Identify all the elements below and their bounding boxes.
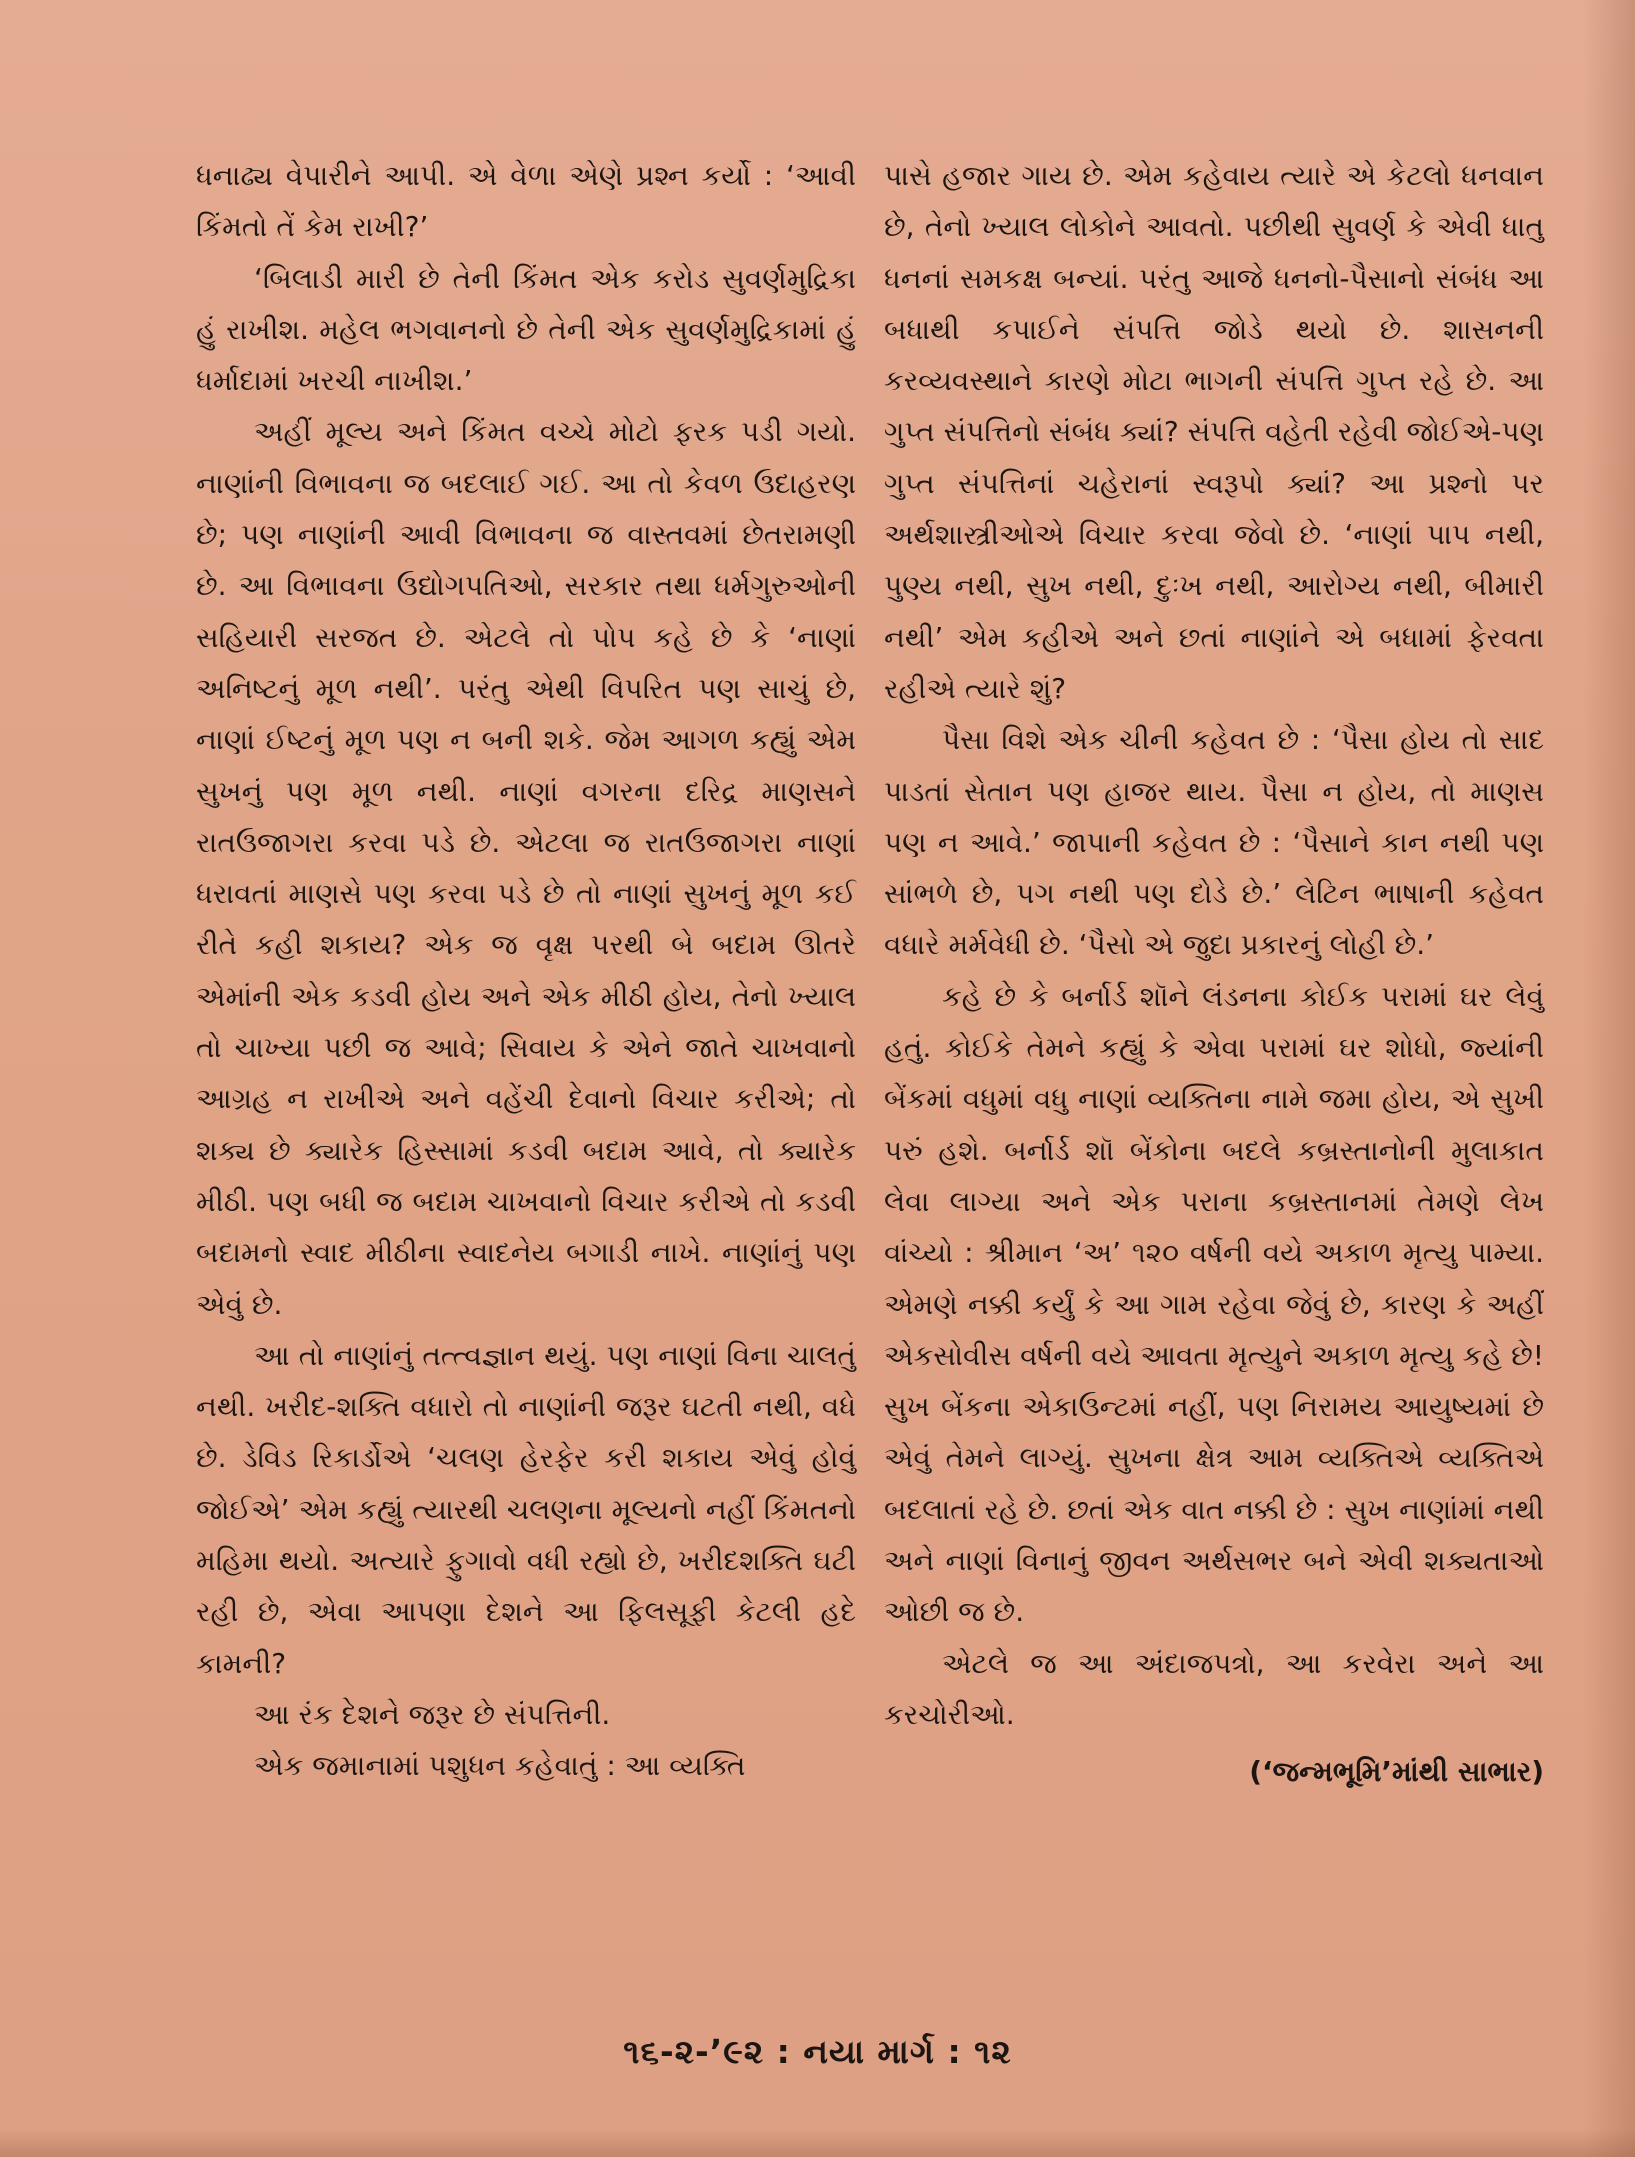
paragraph: અહીં મૂલ્ય અને કિંમત વચ્ચે મોટો ફરક પડી ગયો. નાણાંની વિભાવના જ બદલાઈ ગઈ. આ તો કેવળ ઉદાહરણ છે; પણ નાણાંની આવી વિભાવના જ વાસ્તવમાં છેતરામણી છે. આ વિભાવના ઉદ્યોગપતિઓ, સરકાર તથા ધર્મગુરુઓની સહિયારી સરજત છે. એટલે તો પોપ કહે છે કે ‘નાણાં અનિષ્ટનું મૂળ નથી’. પરંતુ એથી વિપરિત પણ સાચું છે, નાણાં ઈષ્ટનું મૂળ પણ ન બની શકે. જેમ આગળ કહ્યું એમ સુખનું પણ મૂળ નથી. નાણાં વગરના દરિદ્ર માણસને રાતઉજાગરા કરવા પડે છે. એટલા જ રાતઉજાગરા નાણાં ધરાવતાં માણસે પણ કરવા પડે છે તો નાણાં સુખનું મૂળ કઈ રીતે કહી શકાય? એક જ વૃક્ષ પરથી બે બદામ ઊતરે એમાંની એક કડવી હોય અને એક મીઠી હોય, તેનો ખ્યાલ તો ચાખ્યા પછી જ આવે; સિવાય કે એને જાતે ચાખવાનો આગ્રહ ન રાખીએ અને વહેંચી દેવાનો વિચાર કરીએ; તો શક્ય છે ક્યારેક હિસ્સામાં કડવી બદામ આવે, તો ક્યારેક મીઠી. પણ બધી જ બદામ ચાખવાનો વિચાર કરીએ તો કડવી બદામનો સ્વાદ મીઠીના સ્વાદનેય બગાડી નાખે. નાણાંનું પણ એવું છે. — [196, 415, 856, 1321]
page-folio: ૧૬-૨-’૯૨ : નયા માર્ગ : ૧૨ — [623, 2032, 1012, 2071]
paragraph: પૈસા વિશે એક ચીની કહેવત છે : ‘પૈસા હોય તો સાદ પાડતાં સેતાન પણ હાજર થાય. પૈસા ન હોય, તો માણસ પણ ન આવે.’ જાપાની કહેવત છે : ‘પૈસાને કાન નથી પણ સાંભળે છે, પગ નથી પણ દોડે છે.’ લેટિન ભાષાની કહેવત વધારે મર્મવેધી છે. ‘પૈસો એ જુદા પ્રકારનું લોહી છે.’ — [884, 723, 1544, 962]
paragraph: ધનાઢ્ય વેપારીને આપી. એ વેળા એણે પ્રશ્ન કર્યો : ‘આવી કિંમતો તેં કેમ રાખી?’ — [196, 159, 856, 244]
paragraph: ‘બિલાડી મારી છે તેની કિંમત એક કરોડ સુવર્ણમુદ્રિકા હું રાખીશ. મહેલ ભગવાનનો છે તેની એક સુવર્ણમુદ્રિકામાં હું ધર્માદામાં ખરચી નાખીશ.’ — [196, 261, 856, 398]
paragraph: એક જમાનામાં પશુધન કહેવાતું : આ વ્યક્તિ — [254, 1749, 746, 1783]
source-credit: (‘જન્મભૂમિ’માંથી સાભાર) — [1249, 1755, 1544, 1789]
right-column — [884, 150, 1544, 1798]
paragraph: આ રંક દેશને જરૂર છે સંપત્તિની. — [254, 1697, 611, 1731]
page-edge-shadow — [1583, 0, 1635, 2157]
page-bottom-shadow — [0, 2129, 1635, 2157]
left-column — [196, 150, 856, 1792]
paragraph: એટલે જ આ અંદાજપત્રો, આ કરવેરા અને આ કરચોરીઓ. — [884, 1646, 1544, 1731]
paragraph: આ તો નાણાંનું તત્ત્વજ્ઞાન થયું. પણ નાણાં વિના ચાલતું નથી. ખરીદ-શક્તિ વધારો તો નાણાંની જરૂર ઘટતી નથી, વધે છે. ડેવિડ રિકાર્ડોએ ‘ચલણ હેરફેર કરી શકાય એવું હોવું જોઈએ’ એમ કહ્યું ત્યારથી ચલણના મૂલ્યનો નહીં કિંમતનો મહિમા થયો. અત્યારે ફુગાવો વધી રહ્યો છે, ખરીદશક્તિ ઘટી રહી છે, એવા આપણા દેશને આ ફિલસૂફી કેટલી હદે કામની? — [196, 1338, 856, 1680]
paragraph: કહે છે કે બર્નાર્ડ શૉને લંડનના કોઈક પરામાં ઘર લેવું હતું. કોઈકે તેમને કહ્યું કે એવા પરામાં ઘર શોધો, જ્યાંની બેંકમાં વધુમાં વધુ નાણાં વ્યક્તિના નામે જમા હોય, એ સુખી પરું હશે. બર્નાર્ડ શૉ બેંકોના બદલે કબ્રસ્તાનોની મુલાકાત લેવા લાગ્યા અને એક પરાના કબ્રસ્તાનમાં તેમણે લેખ વાંચ્યો : શ્રીમાન ‘અ’ ૧૨૦ વર્ષની વયે અકાળ મૃત્યુ પામ્યા. એમણે નક્કી કર્યું કે આ ગામ રહેવા જેવું છે, કારણ કે અહીં એકસોવીસ વર્ષની વયે આવતા મૃત્યુને અકાળ મૃત્યુ કહે છે! સુખ બેંકના એકાઉન્ટમાં નહીં, પણ નિરામય આયુષ્યમાં છે એવું તેમને લાગ્યું. સુખના ક્ષેત્ર આમ વ્યક્તિએ વ્યક્તિએ બદલાતાં રહે છે. છતાં એક વાત નક્કી છે : સુખ નાણાંમાં નથી અને નાણાં વિનાનું જીવન અર્થસભર બને એવી શક્યતાઓ ઓછી જ છે. — [884, 979, 1544, 1629]
paragraph: પાસે હજાર ગાય છે. એમ કહેવાય ત્યારે એ કેટલો ધનવાન છે, તેનો ખ્યાલ લોકોને આવતો. પછીથી સુવર્ણ કે એવી ધાતુ ધનનાં સમકક્ષ બન્યાં. પરંતુ આજે ધનનો-પૈસાનો સંબંધ આ બધાથી કપાઈને સંપત્તિ જોડે થયો છે. શાસનની કરવ્યવસ્થાને કારણે મોટા ભાગની સંપત્તિ ગુપ્ત રહે છે. આ ગુપ્ત સંપત્તિનો સંબંધ ક્યાં? સંપત્તિ વહેતી રહેવી જોઈએ-પણ ગુપ્ત સંપત્તિનાં ચહેરાનાં સ્વરૂપો ક્યાં? આ પ્રશ્નો પર અર્થશાસ્ત્રીઓએ વિચાર કરવા જેવો છે. ‘નાણાં પાપ નથી, પુણ્ય નથી, સુખ નથી, દુઃખ નથી, આરોગ્ય નથી, બીમારી નથી’ એમ કહીએ અને છતાં નાણાંને એ બધામાં ફેરવતા રહીએ ત્યારે શું? — [884, 159, 1544, 705]
